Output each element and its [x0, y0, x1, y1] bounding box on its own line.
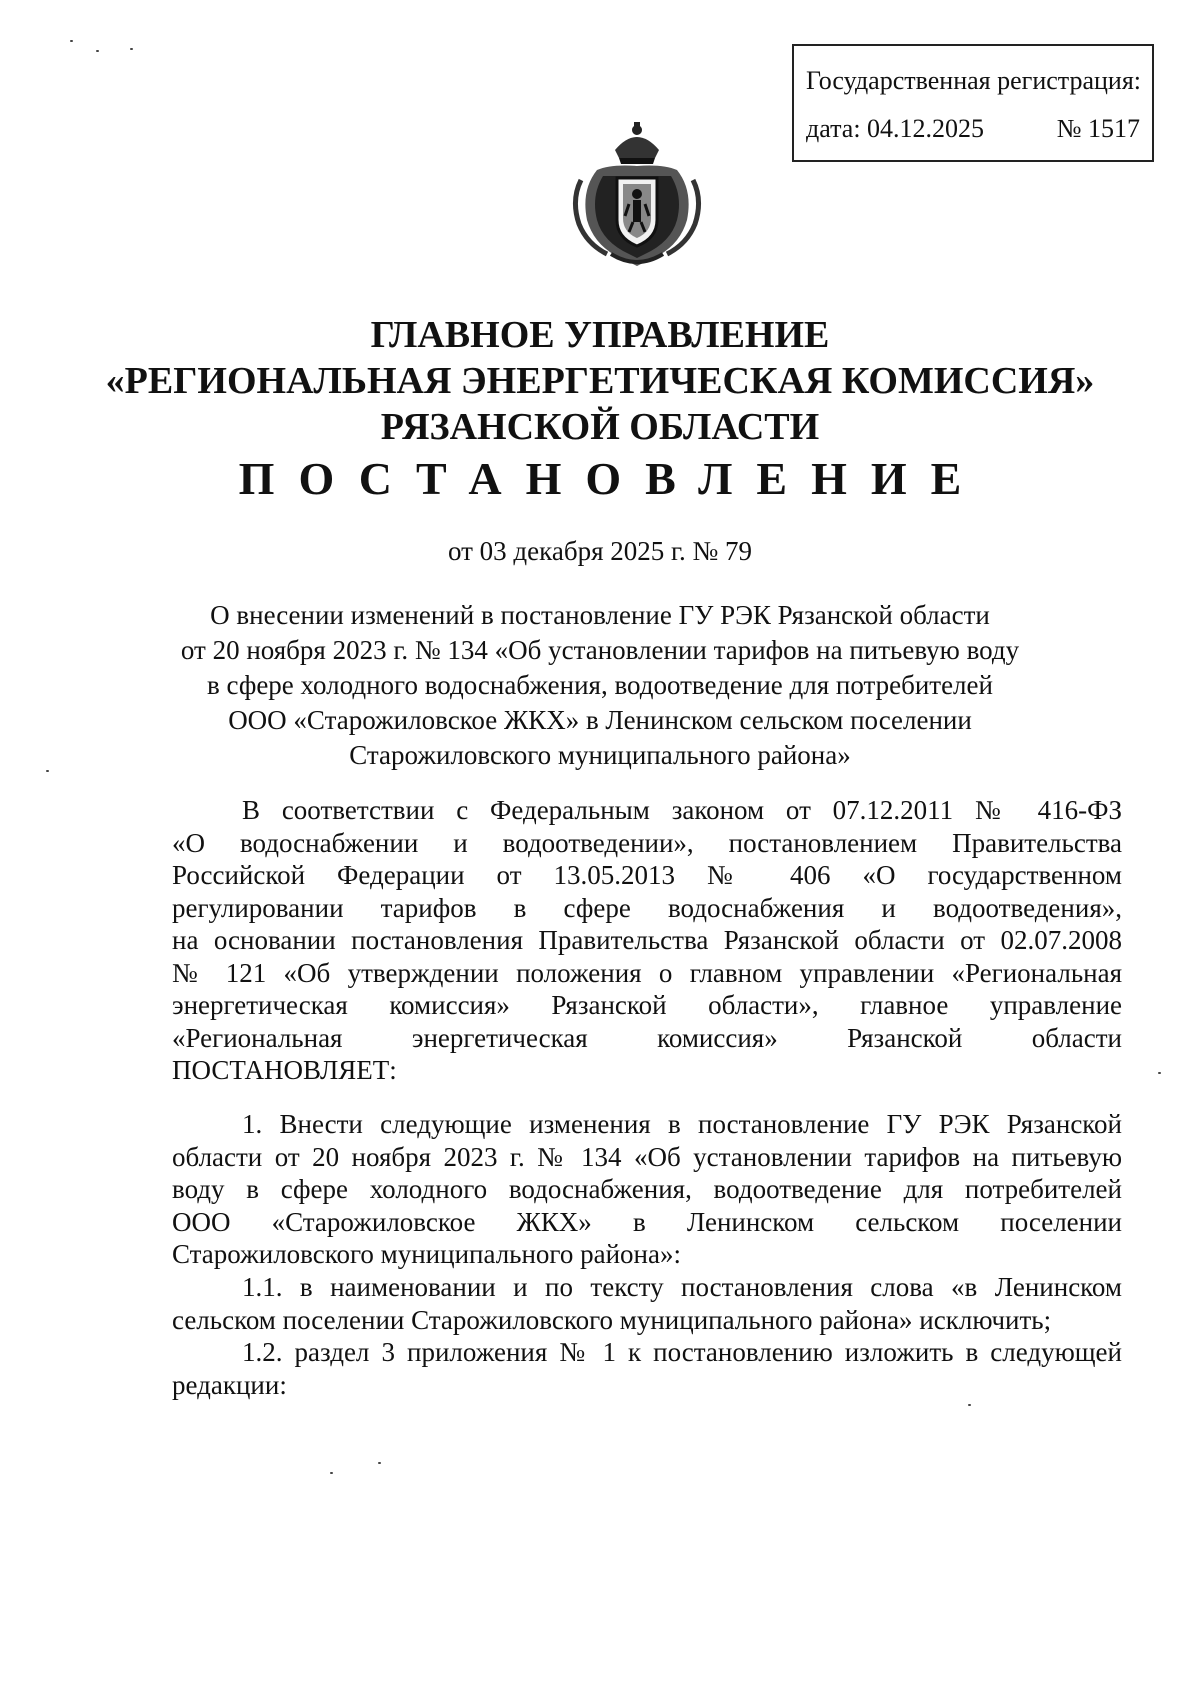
agency-heading [0, 312, 1200, 450]
document-subject [0, 598, 1200, 773]
item-1-2-line: редакции: [172, 1369, 287, 1400]
preamble-line: ПОСТАНОВЛЯЕТ: [172, 1055, 397, 1085]
item-1-2-paragraph [172, 1336, 1122, 1401]
agency-line-1: ГЛАВНОЕ УПРАВЛЕНИЕ [370, 314, 830, 356]
scan-speck [70, 40, 73, 42]
preamble-line: № 121 «Об утверждении положения о главном управлении «Региональная [172, 957, 1122, 988]
subject-line: ООО «Старожиловское ЖКХ» в Ленинском сельском поселении [228, 705, 972, 735]
registration-number: № 1517 [1056, 114, 1140, 143]
subject-line: в сфере холодного водоснабжения, водоотведение для потребителей [207, 670, 993, 700]
item-1-line: ООО «Старожиловское ЖКХ» в Ленинском сельском поселении [172, 1206, 1122, 1237]
ryazan-coat-of-arms-icon [567, 120, 707, 270]
item-1-1-line: 1.1. в наименовании и по тексту постановления слова «в Ленинском [242, 1272, 1122, 1302]
preamble-line: Российской Федерации от 13.05.2013 № 406 «О государственном [172, 860, 1122, 890]
scan-speck [378, 1462, 381, 1464]
item-1-paragraph [172, 1108, 1122, 1271]
agency-line-3: РЯЗАНСКОЙ ОБЛАСТИ [380, 406, 820, 448]
item-1-1-paragraph [172, 1271, 1122, 1336]
agency-line-2: «РЕГИОНАЛЬНАЯ ЭНЕРГЕТИЧЕСКАЯ КОМИССИЯ» [105, 360, 1095, 402]
scan-speck [968, 1404, 971, 1406]
document-type: ПОСТАНОВЛЕНИЕ [238, 453, 986, 504]
subject-line: от 20 ноября 2023 г. № 134 «Об установлении тарифов на питьевую воду [180, 635, 1020, 665]
item-1-1-line: сельском поселении Старожиловского муниципального района» исключить; [172, 1304, 1052, 1335]
scan-speck [130, 48, 133, 50]
subject-line: Старожиловского муниципального района» [349, 740, 851, 770]
registration-box [792, 44, 1154, 162]
registration-title: Государственная регистрация: [806, 66, 1142, 95]
scan-speck [96, 50, 99, 52]
item-1-line: воду в сфере холодного водоснабжения, водоотведение для потребителей [172, 1174, 1122, 1204]
scan-speck [330, 1472, 333, 1474]
item-1-line: области от 20 ноября 2023 г. № 134 «Об установлении тарифов на питьевую [172, 1141, 1122, 1172]
item-1-2-line: 1.2. раздел 3 приложения № 1 к постановлению изложить в следующей [242, 1337, 1122, 1367]
item-1-line: Старожиловского муниципального района»: [172, 1239, 681, 1269]
preamble-line: на основании постановления Правительства Рязанской области от 02.07.2008 [172, 925, 1122, 955]
scan-speck [46, 770, 49, 772]
item-1-line: 1. Внести следующие изменения в постановление ГУ РЭК Рязанской [242, 1109, 1122, 1139]
preamble-line: энергетическая комиссия» Рязанской области», главное управление [172, 990, 1122, 1020]
registration-date: дата: 04.12.2025 [806, 114, 985, 143]
preamble-line: «Региональная энергетическая комиссия» Рязанской области [172, 1022, 1122, 1053]
preamble-line: «О водоснабжении и водоотведении», постановлением Правительства [172, 827, 1122, 858]
document-date-number: от 03 декабря 2025 г. № 79 [447, 536, 753, 566]
scan-speck [1158, 1072, 1161, 1074]
preamble-line: В соответствии с Федеральным законом от 07.12.2011 № 416-ФЗ [242, 795, 1122, 825]
preamble-line: регулировании тарифов в сфере водоснабжения и водоотведения», [172, 892, 1122, 923]
preamble-paragraph [172, 794, 1122, 1087]
subject-line: О внесении изменений в постановление ГУ РЭК Рязанской области [210, 600, 990, 630]
